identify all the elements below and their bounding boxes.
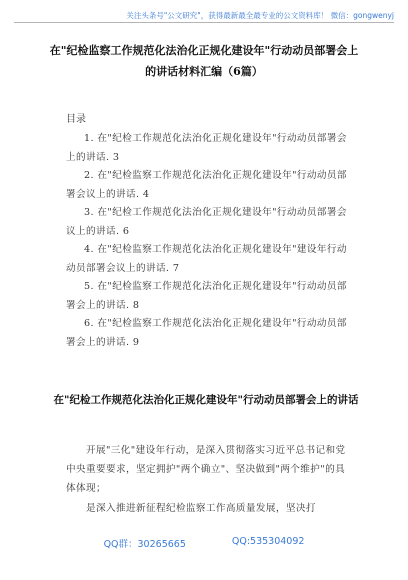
footer <box>0 536 408 550</box>
header-divider <box>14 22 394 23</box>
header-banner: 关注头条号"公文研究"，获得最新最全最专业的公文资料库！ 微信：gongwenyj <box>126 11 394 20</box>
toc-item[interactable]: 6. 在"纪检监察工作规范化法治化正规化建设年"行动动员部署会上的讲话. 9 <box>66 318 347 348</box>
toc-item[interactable]: 4. 在"纪检监察工作规范化法治化正规化建设年"建设年行动动员部署会议上的讲话. 7 <box>66 244 347 274</box>
footer-qq-group: QQ群：30265665 <box>103 539 186 550</box>
toc-item[interactable]: 2. 在"纪检监察工作规范化法治化正规化建设年"行动动员部署会议上的讲话. 4 <box>66 170 347 200</box>
table-of-contents <box>66 130 350 352</box>
toc-item[interactable]: 3. 在"纪检工作规范化法治化正规化建设年"行动动员部署会议上的讲话. 6 <box>66 207 347 237</box>
footer-qq: QQ:535304092 <box>231 536 305 547</box>
document-title: 在"纪检监察工作规范化法治化正规化建设年"行动动员部署会上的讲话材料汇编（6篇） <box>49 44 359 78</box>
section-title: 在"纪检工作规范化法治化正规化建设年"行动动员部署会上的讲话 <box>53 394 359 406</box>
toc-item[interactable]: 1. 在"纪检工作规范化法治化正规化建设年"行动动员部署会上的讲话. 3 <box>66 133 347 163</box>
toc-heading: 目录 <box>66 114 86 125</box>
body-paragraph: 开展"三化"建设年行动，是深入贯彻落实习近平总书记和党中央重要要求，坚定拥护"两个确立"、坚决做到"两个维护"的具体体现； <box>66 445 346 494</box>
toc-item[interactable]: 5. 在"纪检监察工作规范化法治化正规化建设年"行动动员部署会上的讲话. 8 <box>66 281 347 311</box>
body-paragraph: 是深入推进新征程纪检监察工作高质量发展，坚决打 <box>86 503 316 514</box>
